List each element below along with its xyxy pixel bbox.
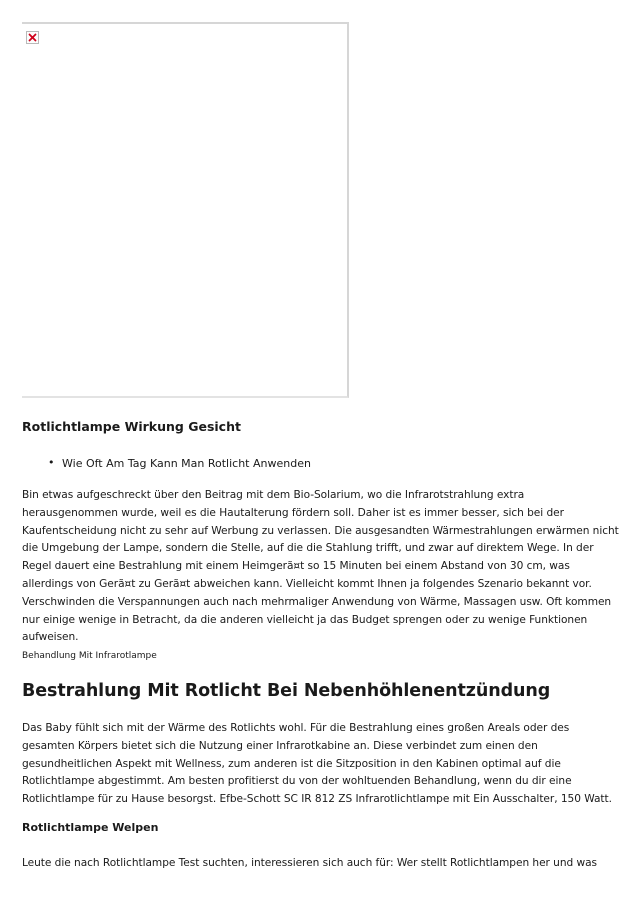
- related-link[interactable]: Behandlung Mit Infrarotlampe: [22, 651, 157, 661]
- bullet-list: [48, 457, 311, 470]
- article-image: [22, 22, 349, 398]
- bullet-item[interactable]: • Wie Oft Am Tag Kann Man Rotlicht Anwenden: [48, 457, 311, 470]
- body-paragraph: Das Baby fühlt sich mit der Wärme des Rotlichts wohl. Für die Bestrahlung eines großen Areals oder des gesamten Körpers bietet sich die Nutzung einer Infrarotkabine an. Diese verbindet zum einen den gesundheitlichen Aspekt mit Wellness, zum anderen ist die Sitzposition in den Kabinen optimal auf die Rotlichtlampe abgestimmt. Am besten profitierst du von der wohltuenden Behandlung, wenn du dir eine Rotlichtlampe für zu Hause besorgst. Efbe-Schott SC IR 812 ZS Infrarotlichtlampe mit Ein Ausschalter, 150 Watt.: [22, 722, 612, 806]
- body-paragraph: Bin etwas aufgeschreckt über den Beitrag mit dem Bio-Solarium, wo die Infrarotstrahlung extra herausgenommen wurde, weil es die Hautalterung fördern soll. Daher ist es immer besser, sich bei der Kaufentscheidung nicht zu sehr auf Werbung zu verlassen. Die ausgesandten Wärmestrahlungen erwärmen nicht die Umgebung der Lampe, sondern die Stelle, auf die die Stahlung trifft, und zwar auf direktem Wege. In der Regel dauert eine Bestrahlung mit einem Heimgerã¤t so 15 Minuten bei einem Abstand von 30 cm, was allerdings von Gerã¤t zu Gerã¤t abweichen kann. Vielleicht kommt Ihnen ja folgendes Szenario bekannt vor. Verschwinden die Verspannungen auch nach mehrmaliger Anwendung von Wärme, Massagen usw. Oft kommen nur einige wenige in Betracht, da die anderen vielleicht ja das Budget sprengen oder zu wenige Funktionen aufweisen.: [22, 489, 619, 644]
- body-paragraph: Leute die nach Rotlichtlampe Test suchten, interessieren sich auch für: Wer stellt Rotlichtlampen her und was: [22, 857, 598, 869]
- broken-image-icon: [26, 31, 39, 44]
- section-heading: Rotlichtlampe Wirkung Gesicht: [22, 419, 241, 434]
- section-heading: Rotlichtlampe Welpen: [22, 821, 159, 834]
- page-title: Bestrahlung Mit Rotlicht Bei Nebenhöhlenentzündung: [22, 681, 551, 701]
